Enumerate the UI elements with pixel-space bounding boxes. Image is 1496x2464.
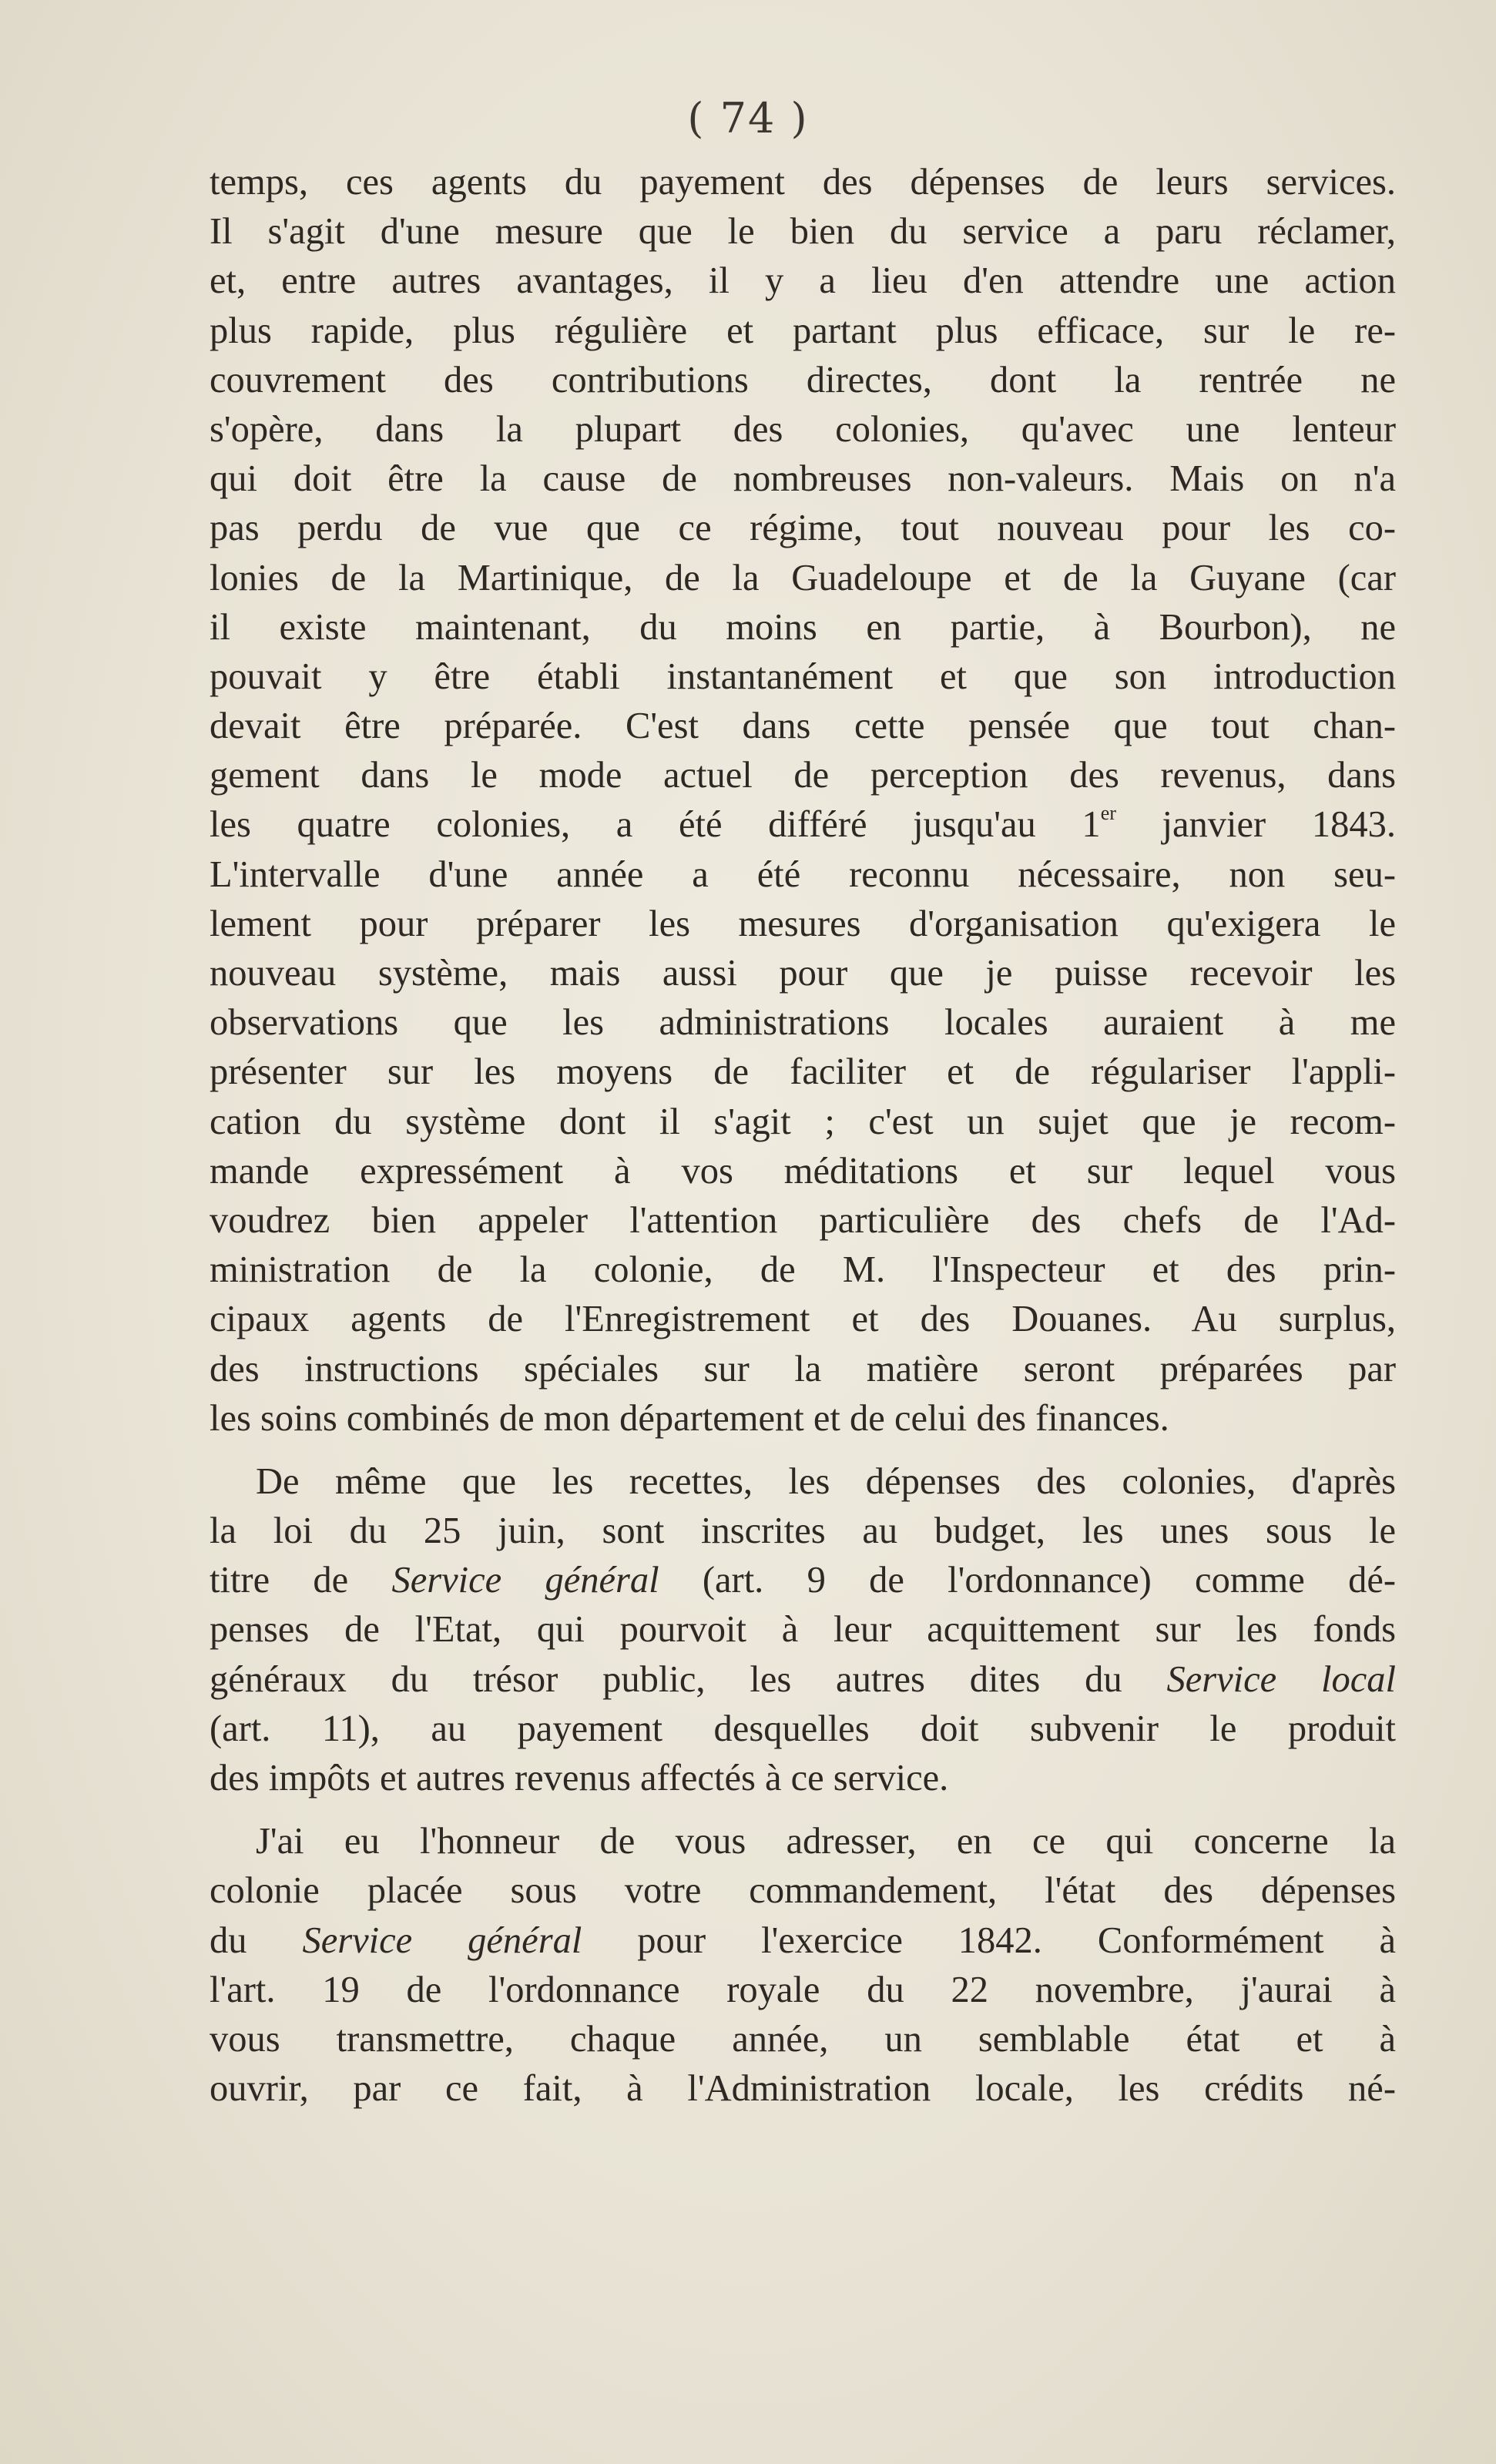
body-text xyxy=(210,158,1396,2114)
text-line: (art. 11), au payement desquelles doit subvenir le produit xyxy=(210,1708,1396,1749)
text-line: s'opère, dans la plupart des colonies, qu'avec une lenteur xyxy=(210,408,1396,450)
text-line: lement pour préparer les mesures d'organisation qu'exigera le xyxy=(210,903,1396,944)
text-line: des instructions spéciales sur la matière seront préparées par xyxy=(210,1348,1396,1390)
text-line: colonie placée sous votre commandement, l'état des dépenses xyxy=(210,1870,1396,1912)
text-line: penses de l'Etat, qui pourvoit à leur acquittement sur les fonds xyxy=(210,1609,1396,1651)
paragraph-gap xyxy=(210,1443,1396,1457)
text-line: les soins combinés de mon département et de celui des finances. xyxy=(210,1397,1169,1439)
text-line: présenter sur les moyens de faciliter et de régulariser l'appli- xyxy=(210,1051,1396,1093)
text-line: nouveau système, mais aussi pour que je puisse recevoir les xyxy=(210,953,1396,994)
text-line: Il s'agit d'une mesure que le bien du service a paru réclamer, xyxy=(210,211,1396,253)
text-line: la loi du 25 juin, sont inscrites au budget, les unes sous le xyxy=(210,1510,1396,1552)
text-line: lonies de la Martinique, de la Guadeloupe et de la Guyane (car xyxy=(210,557,1396,598)
text-line: De même que les recettes, les dépenses des colonies, d'après xyxy=(256,1460,1396,1502)
text-line: observations que les administrations locales auraient à me xyxy=(210,1002,1396,1044)
paragraph-2 xyxy=(210,1457,1396,1803)
text-line-italic: généraux du trésor public, les autres dites du Service local xyxy=(210,1658,1397,1700)
text-line: mande expressément à vos méditations et sur lequel vous xyxy=(210,1150,1396,1192)
text-line: ouvrir, par ce fait, à l'Administration locale, les crédits né- xyxy=(210,2068,1396,2110)
text-line: cation du système dont il s'agit ; c'est un sujet que je recom- xyxy=(210,1101,1396,1142)
text-line: plus rapide, plus régulière et partant plus efficace, sur le re- xyxy=(210,310,1396,351)
text-line: pas perdu de vue que ce régime, tout nouveau pour les co- xyxy=(210,508,1396,549)
italic-term: Service local xyxy=(1166,1658,1397,1700)
text-line: voudrez bien appeler l'attention particulière des chefs de l'Ad- xyxy=(210,1199,1396,1241)
paragraph-1 xyxy=(210,158,1396,1443)
ordinal-superscript: er xyxy=(1100,802,1116,825)
text-line: pouvait y être établi instantanément et que son introduction xyxy=(210,655,1396,697)
text-line: ministration de la colonie, de M. l'Inspecteur et des prin- xyxy=(210,1249,1396,1291)
text-line: qui doit être la cause de nombreuses non-valeurs. Mais on n'a xyxy=(210,458,1396,500)
text-line: cipaux agents de l'Enregistrement et des Douanes. Au surplus, xyxy=(210,1299,1396,1340)
text-line-italic: titre de Service général (art. 9 de l'ordonnance) comme dé- xyxy=(210,1560,1397,1601)
text-line-italic: du Service général pour l'exercice 1842. Conformément à xyxy=(210,1919,1397,1961)
text-line: et, entre autres avantages, il y a lieu d'en attendre une action xyxy=(210,260,1396,302)
text-line: devait être préparée. C'est dans cette pensée que tout chan- xyxy=(210,706,1396,747)
italic-term: Service général xyxy=(302,1919,582,1961)
text-line: vous transmettre, chaque année, un semblable état et à xyxy=(210,2018,1396,2060)
paragraph-gap xyxy=(210,1803,1396,1817)
italic-term: Service général xyxy=(391,1560,659,1601)
paragraph-3 xyxy=(210,1817,1396,2114)
text-line: L'intervalle d'une année a été reconnu nécessaire, non seu- xyxy=(210,853,1396,895)
page-number: ( 74 ) xyxy=(687,94,809,142)
text-line: l'art. 19 de l'ordonnance royale du 22 novembre, j'aurai à xyxy=(210,1969,1396,2010)
text-line: gement dans le mode actuel de perception des revenus, dans xyxy=(210,755,1396,796)
text-line: il existe maintenant, du moins en partie, à Bourbon), ne xyxy=(210,606,1396,648)
text-line-superscript: les quatre colonies, a été différé jusqu'au 1er janvier 1843. xyxy=(210,802,1396,846)
text-line: des impôts et autres revenus affectés à ce service. xyxy=(210,1758,949,1799)
text-line: temps, ces agents du payement des dépenses de leurs services. xyxy=(210,162,1396,203)
text-line: J'ai eu l'honneur de vous adresser, en ce qui concerne la xyxy=(256,1821,1396,1862)
text-line: couvrement des contributions directes, dont la rentrée ne xyxy=(210,359,1396,401)
